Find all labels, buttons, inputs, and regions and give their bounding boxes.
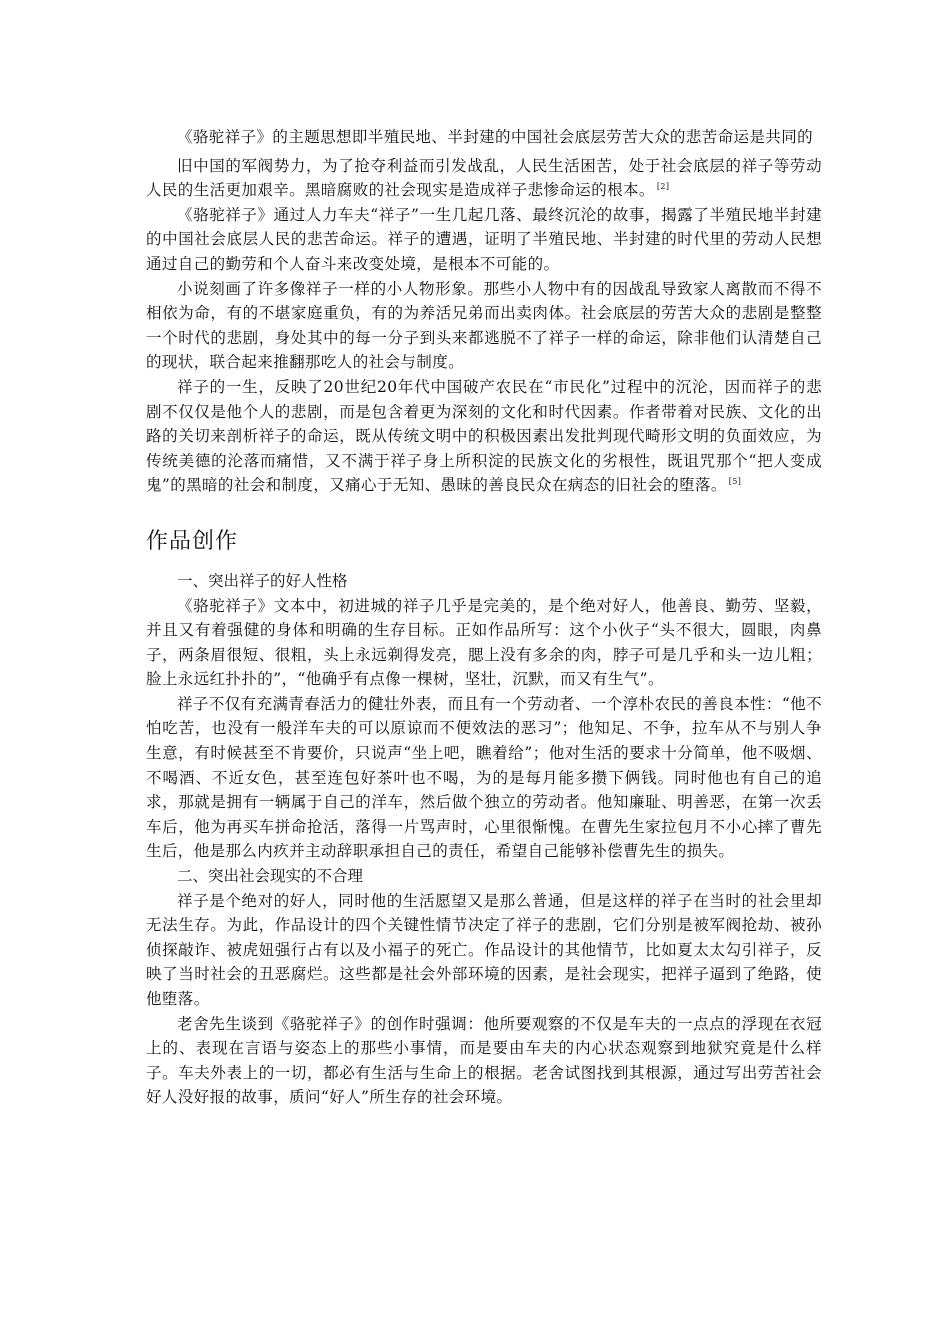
section-paragraph-3: 祥子是个绝对的好人，同时他的生活愿望又是那么普通，但是这样的祥子在当时的社会里却无法生存。为此，作品设计的四个关键性情节决定了祥子的悲剧，它们分别是被军阀抢劫、被孙侦探敲诈、被虎妞强行占有以及小福子的死亡。作品设计的其他情节，比如夏太太勾引祥子，反映了当时社会的丑恶腐烂。这些都是社会外部环境的因素，是社会现实，把祥子逼到了绝路，使他堕落。 xyxy=(146,891,822,1008)
document-page xyxy=(146,125,822,1110)
section-title: 作品创作 xyxy=(146,528,239,554)
section-paragraph-4: 老舍先生谈到《骆驼祥子》的创作时强调：他所要观察的不仅是车夫的一点点的浮现在衣冠上的、表现在言语与姿态上的那些小事情，而是要由车夫的内心状态观察到地狱究竟是什么样子。车夫外表上的一切，都必有生活与生命上的根据。老舍试图找到其根源，通过写出劳苦社会好人没好报的故事，质问“好人”所生存的社会环境。 xyxy=(146,1014,822,1107)
citation-ref-2[interactable]: [2] xyxy=(656,182,670,192)
intro-paragraph-5-text: 祥子的一生，反映了20世纪20年代中国破产农民在“市民化”过程中的沉沦，因而祥子的悲剧不仅仅是他个人的悲剧，而是包含着更为深刻的文化和时代因素。作者带着对民族、文化的出路的关切来剖析祥子的命运，既从传统文明中的积极因素出发批判现代畸形文明的负面效应，为传统美德的沦落而痛惜，又不满于祥子身上所积淀的民族文化的劣根性，既诅咒那个“把人变成鬼”的黑暗的社会和制度，又痛心于无知、愚昧的善良民众在病态的旧社会的堕落。 xyxy=(146,377,822,495)
subheading-good-character: 一、突出祥子的好人性格 xyxy=(177,571,348,590)
intro-paragraph-1 xyxy=(146,125,822,150)
intro-paragraph-1-text: 《骆驼祥子》的主题思想即半殖民地、半封建的中国社会底层劳苦大众的悲苦命运是共同的 xyxy=(177,128,814,146)
intro-paragraph-3: 《骆驼祥子》通过人力车夫“祥子”一生几起几落、最终沉沦的故事，揭露了半殖民地半封建的中国社会底层人民的悲苦命运。祥子的遭遇，证明了半殖民地、半封建的时代里的劳动人民想通过自己的勤劳和个人奋斗来改变处境，是根本不可能的。 xyxy=(146,205,822,273)
intro-paragraph-2 xyxy=(146,154,822,203)
intro-paragraph-4: 小说刻画了许多像祥子一样的小人物形象。那些小人物中有的因战乱导致家人离散而不得不相依为命，有的不堪家庭重负，有的为养活兄弟而出卖肉体。社会底层的劳苦大众的悲剧是整整一个时代的悲剧，身处其中的每一分子到头来都逃脱不了祥子一样的命运，除非他们认清楚自己的现状，联合起来推翻那吃人的社会与制度。 xyxy=(146,279,822,372)
intro-paragraph-5 xyxy=(146,375,822,498)
section-paragraph-2: 祥子不仅有充满青春活力的健壮外表，而且有一个劳动者、一个淳朴农民的善良本性：“他不怕吃苦，也没有一般洋车夫的可以原谅而不便效法的恶习”；他知足、不争，拉车从不与别人争生意，有时候甚至不肯要价，只说声“坐上吧，瞧着给”；他对生活的要求十分简单，他不吸烟、不喝酒、不近女色，甚至连包好茶叶也不喝，为的是每月能多攒下俩钱。同时他也有自己的追求，那就是拥有一辆属于自己的洋车，然后做个独立的劳动者。他知廉耻、明善恶，在第一次丢车后，他为再买车拼命抢活，落得一片骂声时，心里很惭愧。在曹先生家拉包月不小心摔了曹先生后，他是那么内疚并主动辞职承担自己的责任，希望自己能够补偿曹先生的损失。 xyxy=(146,694,822,861)
intro-paragraph-2-text: 旧中国的军阀势力，为了抢夺利益而引发战乱，人民生活困苦，处于社会底层的祥子等劳动人民的生活更加艰辛。黑暗腐败的社会现实是造成祥子悲惨命运的根本。 xyxy=(146,156,822,200)
citation-ref-5[interactable]: [5] xyxy=(728,477,742,487)
section-paragraph-1: 《骆驼祥子》文本中，初进城的祥子几乎是完美的，是个绝对好人，他善良、勤劳、坚毅，并且又有着强健的身体和明确的生存目标。正如作品所写：这个小伙子“头不很大，圆眼，肉鼻子，两条眉很短、很粗，头上永远剃得发亮，腮上没有多余的肉，脖子可是几乎和头一边儿粗；脸上永远红扑扑的”，“他确乎有点像一棵树，坚壮，沉默，而又有生气”。 xyxy=(146,596,822,689)
subheading-social-reality: 二、突出社会现实的不合理 xyxy=(177,867,364,886)
